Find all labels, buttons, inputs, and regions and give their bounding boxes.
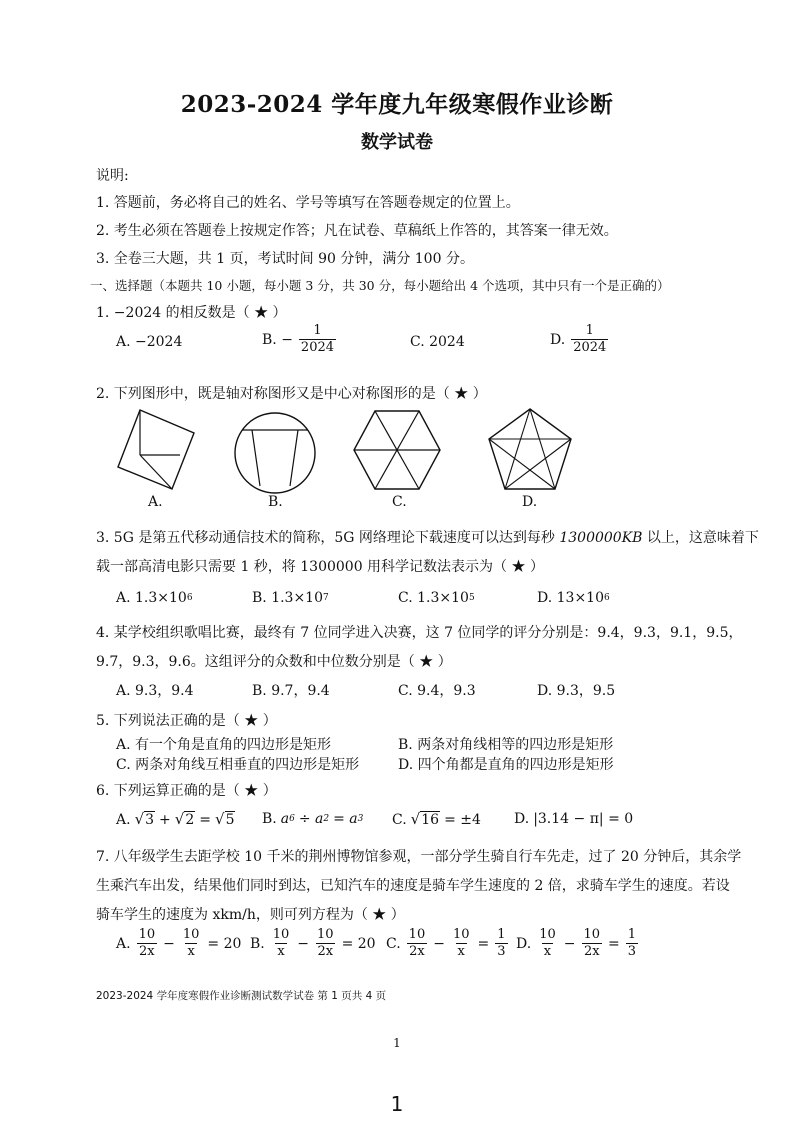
page-subtitle: 数学试卷 xyxy=(361,132,433,153)
q4-option-b: B. 9.7，9.4 xyxy=(252,683,330,699)
q3-option-b: B. 1.3×10 7 xyxy=(252,590,329,606)
q3-option-a: A. 1.3×10 6 xyxy=(116,590,193,606)
figure-a-label: A. xyxy=(148,494,163,510)
q5-option-b: B. 两条对角线相等的四边形是矩形 xyxy=(398,737,614,753)
instruction-3: 3. 全卷三大题，共 1 页，考试时间 90 分钟，满分 100 分。 xyxy=(96,251,474,267)
page-title: 2023-2024 学年度九年级寒假作业诊断 xyxy=(180,91,614,118)
page-footer: 2023-2024 学年度寒假作业诊断测试数学试卷 第 1 页共 4 页 xyxy=(96,990,387,1002)
instruction-1: 1. 答题前，务必将自己的姓名、学号等填写在答题卷规定的位置上。 xyxy=(96,195,520,211)
q6-option-c: C. √ 16 = ±4 xyxy=(392,810,481,828)
q1-option-a: A. −2024 xyxy=(116,334,183,350)
q5-option-c: C. 两条对角线互相垂直的四边形是矩形 xyxy=(116,757,360,773)
q1-option-c: C. 2024 xyxy=(410,334,465,350)
figure-c-hexagon-icon xyxy=(352,405,442,495)
figure-b-circle-icon xyxy=(230,408,320,498)
q7-stem-line3: 骑车学生的速度为 xkm/h，则可列方程为（ ★ ） xyxy=(96,907,405,923)
q7-stem-line1: 7. 八年级学生去距学校 10 千米的荆州博物馆参观，一部分学生骑自行车先走，过了 20 分钟后，其余学 xyxy=(96,849,742,865)
figure-a-square-icon xyxy=(110,405,200,495)
q6-stem: 6. 下列运算正确的是（ ★ ） xyxy=(96,783,277,799)
q4-stem-line1: 4. 某学校组织歌唱比赛，最终有 7 位同学进入决赛，这 7 位同学的评分分别是：9.4，9.3，9.1，9.5， xyxy=(96,625,743,641)
q6-option-a: A. √ 3 + √ 2 = √ 5 xyxy=(116,810,235,828)
q7-option-a: A. $\frac{10}{2x}$ − $\frac{10}{x}$ = 20 xyxy=(116,927,242,959)
q1-option-d: D. $\frac{1}{2024}$ xyxy=(550,323,607,355)
q1-stem: 1. −2024 的相反数是（ ★ ） xyxy=(96,305,287,321)
q4-option-a: A. 9.3，9.4 xyxy=(116,683,194,699)
instruction-2: 2. 考生必须在答题卷上按规定作答；凡在试卷、草稿纸上作答的，其答案一律无效。 xyxy=(96,223,618,239)
instructions-label: 说明: xyxy=(96,168,129,184)
q3-option-c: C. 1.3×10 5 xyxy=(398,590,475,606)
figure-d-label: D. xyxy=(522,494,538,510)
q7-option-b: B. $\frac{10}{x}$ − $\frac{10}{2x}$ = 20 xyxy=(250,927,376,959)
q4-stem-line2: 9.7，9.3，9.6。这组评分的众数和中位数分别是（ ★ ） xyxy=(96,654,452,670)
q7-option-d: D. $\frac{10}{x}$ − $\frac{10}{2x}$ = $\frac{1}{3}$ xyxy=(516,927,637,959)
q6-option-d: D. |3.14 − π| = 0 xyxy=(514,811,634,827)
q4-option-c: C. 9.4，9.3 xyxy=(398,683,476,699)
q4-option-d: D. 9.3，9.5 xyxy=(537,683,616,699)
figure-c-label: C. xyxy=(392,494,407,510)
figure-d-pentagon-icon xyxy=(485,405,575,495)
q5-option-a: A. 有一个角是直角的四边形是矩形 xyxy=(116,737,332,753)
section-heading: 一、选择题（本题共 10 小题，每小题 3 分，共 30 分，每小题给出 4 个选项，其中只有一个是正确的） xyxy=(90,278,670,293)
q3-option-d: D. 13×10 6 xyxy=(537,590,610,606)
q5-option-d: D. 四个角都是直角的四边形是矩形 xyxy=(398,757,614,773)
q2-stem: 2. 下列图形中，既是轴对称图形又是中心对称图形的是（ ★ ） xyxy=(96,386,487,402)
q7-stem-line2: 生乘汽车出发，结果他们同时到达，已知汽车的速度是骑车学生速度的 2 倍，求骑车学生的速度。若设 xyxy=(96,878,730,894)
page-number-large: 1 xyxy=(390,1092,404,1116)
q1-option-b: B. − $\frac{1}{2024}$ xyxy=(262,323,335,355)
q5-stem: 5. 下列说法正确的是（ ★ ） xyxy=(96,713,277,729)
page-number-small: 1 xyxy=(393,1036,401,1050)
q7-option-c: C. $\frac{10}{2x}$ − $\frac{10}{x}$ = $\frac{1}{3}$ xyxy=(386,927,506,959)
q3-stem-line1: 3. 5G 是第五代移动通信技术的简称，5G 网络理论下载速度可以达到每秒 1300000KB 以上，这意味着下 xyxy=(96,530,759,546)
q3-stem-line2: 载一部高清电影只需要 1 秒，将 1300000 用科学记数法表示为（ ★ ） xyxy=(96,559,544,575)
q6-option-b: B. a 6 ÷ a 2 = a 3 xyxy=(262,811,364,827)
figure-b-label: B. xyxy=(268,494,283,510)
